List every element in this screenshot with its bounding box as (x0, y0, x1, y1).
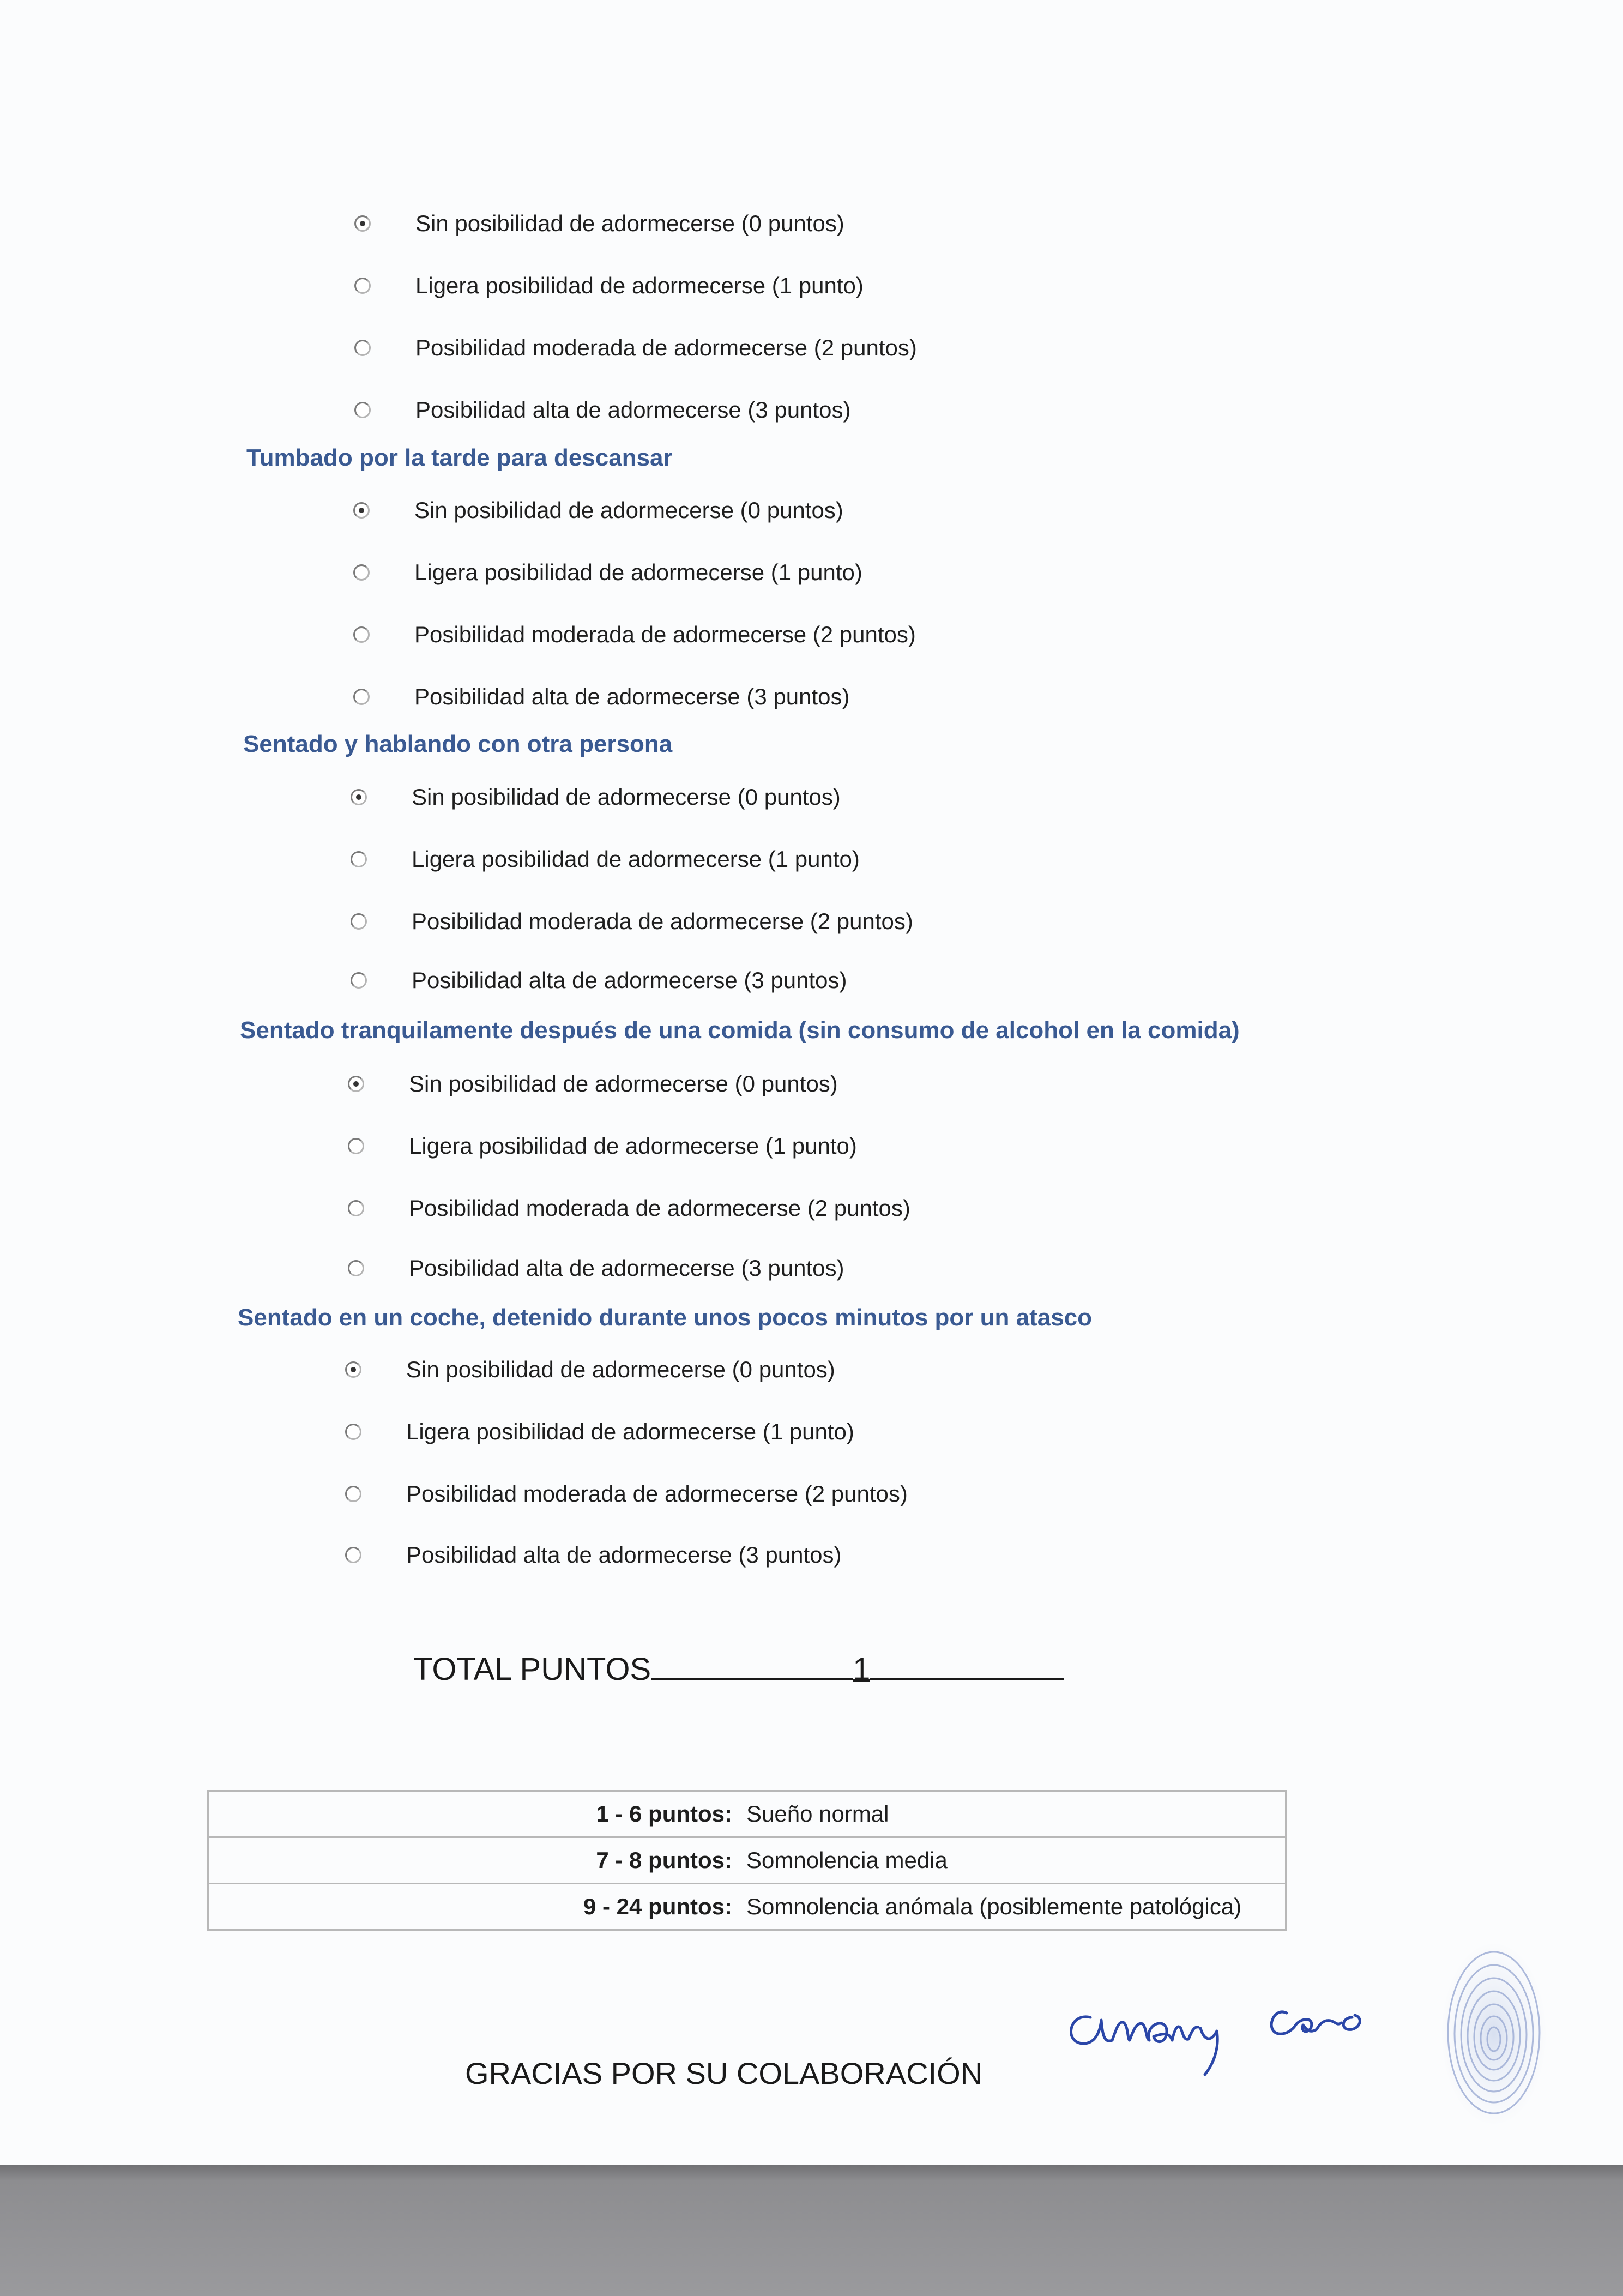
q3-radio-2[interactable] (351, 913, 367, 930)
q4-option-3-label: Posibilidad alta de adormecerse (3 puntos) (409, 1255, 844, 1281)
q4-title: Sentado tranquilamente después de una comida (sin consumo de alcohol en la comida) (240, 1017, 1240, 1044)
legend-description: Somnolencia media (746, 1837, 1286, 1884)
q2-option-2-label: Posibilidad moderada de adormecerse (2 puntos) (414, 622, 916, 647)
q3-option-1-label: Ligera posibilidad de adormecerse (1 punto) (412, 846, 860, 872)
score-legend-table (207, 1790, 1287, 1931)
q2-option-3[interactable] (353, 680, 849, 713)
legend-range: 1 - 6 puntos: (208, 1791, 747, 1837)
q3-option-1[interactable] (351, 843, 860, 876)
q5-option-3-label: Posibilidad alta de adormecerse (3 puntos) (406, 1542, 842, 1568)
q3-option-2[interactable] (351, 905, 913, 938)
legend-description: Sueño normal (746, 1791, 1286, 1837)
q2-option-1[interactable] (353, 556, 862, 589)
q3-option-0[interactable] (351, 781, 841, 813)
q4-option-2-label: Posibilidad moderada de adormecerse (2 puntos) (409, 1195, 910, 1221)
q5-option-0-label: Sin posibilidad de adormecerse (0 puntos) (406, 1357, 835, 1382)
q4-radio-2[interactable] (348, 1200, 364, 1216)
q2-radio-0[interactable] (353, 502, 370, 519)
legend-row (208, 1884, 1286, 1930)
q5-option-2[interactable] (345, 1478, 908, 1510)
q3-option-2-label: Posibilidad moderada de adormecerse (2 puntos) (412, 908, 913, 934)
q1-option-0-label: Sin posibilidad de adormecerse (0 puntos) (415, 210, 844, 236)
q3-option-3[interactable] (351, 964, 847, 997)
q1-option-1-label: Ligera posibilidad de adormecerse (1 punto) (415, 273, 864, 298)
q1-radio-1[interactable] (354, 278, 371, 294)
q2-option-2[interactable] (353, 618, 916, 651)
q3-radio-0[interactable] (351, 789, 367, 805)
q2-radio-2[interactable] (353, 626, 370, 643)
q2-option-3-label: Posibilidad alta de adormecerse (3 puntos) (414, 684, 850, 709)
q3-radio-3[interactable] (351, 972, 367, 989)
legend-description: Somnolencia anómala (posiblemente patológica) (746, 1884, 1286, 1930)
q4-radio-0[interactable] (348, 1076, 364, 1092)
scanner-background (0, 2165, 1623, 2296)
q3-option-3-label: Posibilidad alta de adormecerse (3 puntos) (412, 967, 847, 993)
legend-range: 7 - 8 puntos: (208, 1837, 747, 1884)
q5-radio-1[interactable] (345, 1424, 361, 1440)
q2-radio-3[interactable] (353, 689, 370, 705)
q4-option-3[interactable] (348, 1252, 844, 1285)
q2-option-0-label: Sin posibilidad de adormecerse (0 puntos) (414, 497, 843, 523)
total-score (413, 1649, 1064, 1688)
total-label: TOTAL PUNTOS (413, 1652, 651, 1687)
legend-row (208, 1837, 1286, 1884)
q4-option-0[interactable] (348, 1068, 838, 1100)
q4-radio-3[interactable] (348, 1260, 364, 1276)
q2-option-0[interactable] (353, 494, 843, 527)
q1-option-3[interactable] (354, 394, 850, 426)
q1-option-2-label: Posibilidad moderada de adormecerse (2 puntos) (415, 335, 917, 360)
q4-option-2[interactable] (348, 1192, 910, 1225)
q4-option-0-label: Sin posibilidad de adormecerse (0 puntos) (409, 1071, 838, 1096)
thanks-text: GRACIAS POR SU COLABORACIÓN (465, 2056, 983, 2090)
q2-option-1-label: Ligera posibilidad de adormecerse (1 punto) (414, 559, 862, 585)
total-blank-right (870, 1649, 1064, 1680)
q2-radio-1[interactable] (353, 564, 370, 581)
total-value: 1 (853, 1652, 871, 1687)
q1-option-0[interactable] (354, 207, 844, 240)
q1-option-1[interactable] (354, 269, 864, 302)
q1-option-3-label: Posibilidad alta de adormecerse (3 puntos) (415, 397, 851, 423)
q5-option-0[interactable] (345, 1353, 835, 1386)
q1-radio-2[interactable] (354, 340, 371, 356)
q4-radio-1[interactable] (348, 1138, 364, 1154)
total-blank-left (651, 1649, 853, 1680)
q5-option-1[interactable] (345, 1415, 854, 1448)
q4-option-1-label: Ligera posibilidad de adormecerse (1 punto) (409, 1133, 857, 1159)
q5-title: Sentado en un coche, detenido durante unos pocos minutos por un atasco (238, 1304, 1093, 1331)
q3-option-0-label: Sin posibilidad de adormecerse (0 puntos) (412, 784, 841, 810)
q5-radio-0[interactable] (345, 1361, 361, 1378)
q5-radio-2[interactable] (345, 1486, 361, 1502)
q5-option-1-label: Ligera posibilidad de adormecerse (1 punto) (406, 1419, 854, 1444)
q1-radio-3[interactable] (354, 402, 371, 418)
q4-option-1[interactable] (348, 1130, 857, 1162)
legend-row (208, 1791, 1286, 1837)
q1-option-2[interactable] (354, 332, 917, 364)
q5-option-3[interactable] (345, 1539, 841, 1571)
handwritten-signature (1058, 1979, 1439, 2077)
q3-title: Sentado y hablando con otra persona (243, 731, 673, 757)
legend-range: 9 - 24 puntos: (208, 1884, 747, 1930)
q5-radio-3[interactable] (345, 1547, 361, 1563)
q2-title: Tumbado por la tarde para descansar (246, 444, 673, 471)
q5-option-2-label: Posibilidad moderada de adormecerse (2 puntos) (406, 1481, 908, 1506)
q3-radio-1[interactable] (351, 851, 367, 867)
q1-radio-0[interactable] (354, 215, 371, 232)
fingerprint-image (1439, 1941, 1548, 2126)
